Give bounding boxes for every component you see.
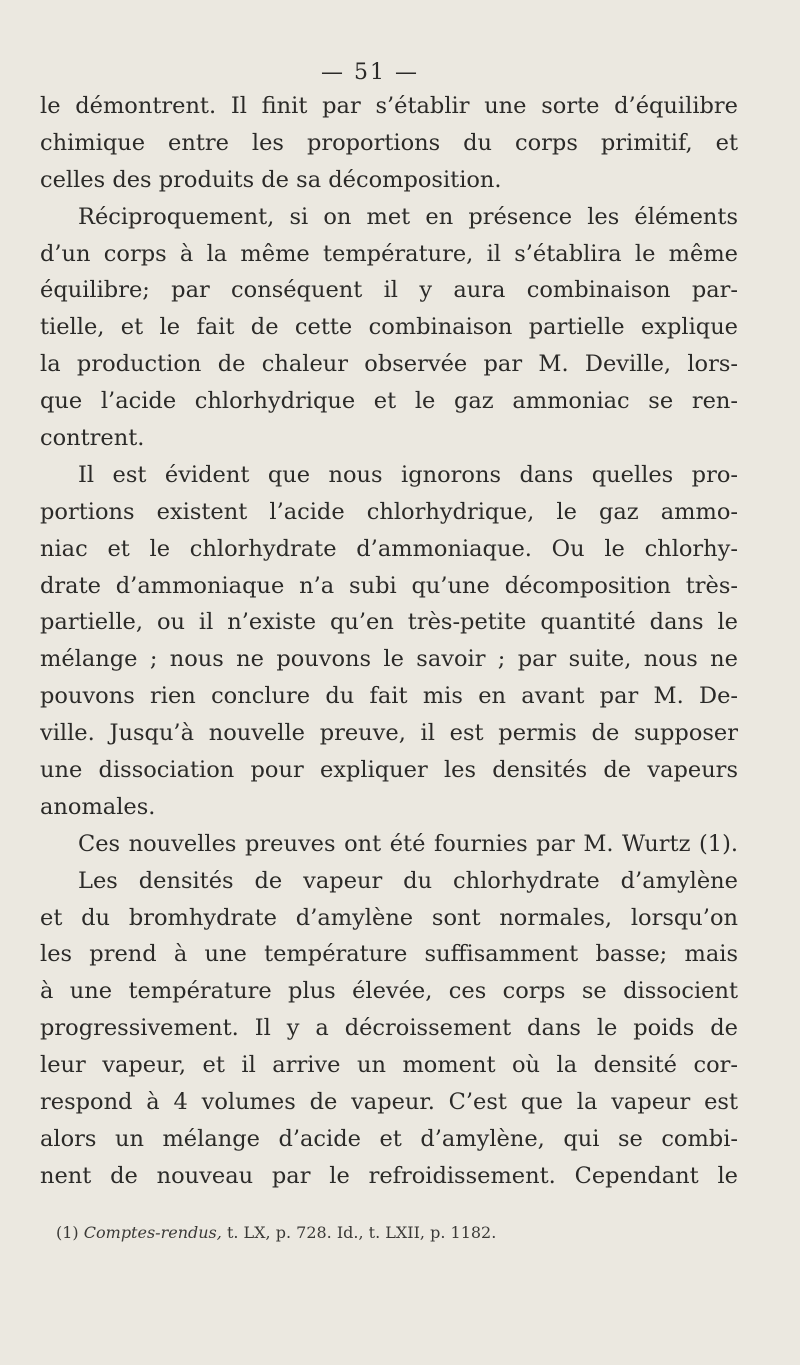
text-line: Les densités de vapeur du chlorhydrate d’amylène xyxy=(78,867,738,894)
text-line: nent de nouveau par le refroidissement. Cependant le xyxy=(40,1162,738,1189)
text-line: équilibre; par conséquent il y aura combinaison par- xyxy=(40,277,738,304)
page-number: — 51 — xyxy=(321,60,419,85)
text-line: pouvons rien conclure du fait mis en avant par M. De- xyxy=(40,683,738,710)
text-line: leur vapeur, et il arrive un moment où la densité cor- xyxy=(40,1052,738,1079)
text-line: que l’acide chlorhydrique et le gaz ammoniac se ren- xyxy=(40,388,738,415)
text-line: d’un corps à la même température, il s’établira le même xyxy=(40,240,738,267)
text-line: et du bromhydrate d’amylène sont normales, lorsqu’on xyxy=(40,904,738,931)
text-line: anomales. xyxy=(40,793,156,820)
text-line: Il est évident que nous ignorons dans quelles pro- xyxy=(78,461,738,488)
text-line: celles des produits de sa décomposition. xyxy=(40,166,502,193)
footnote-source-title: Comptes-rendus, xyxy=(83,1223,222,1242)
text-line: mélange ; nous ne pouvons le savoir ; par suite, nous ne xyxy=(40,646,738,673)
text-line: chimique entre les proportions du corps primitif, et xyxy=(40,129,738,156)
text-line: partielle, ou il n’existe qu’en très-petite quantité dans le xyxy=(40,609,738,636)
text-line: la production de chaleur observée par M. Deville, lors- xyxy=(40,351,738,378)
footnote-marker: (1) xyxy=(56,1223,79,1242)
body-text xyxy=(40,88,738,1195)
text-line: ville. Jusqu’à nouvelle preuve, il est permis de supposer xyxy=(40,720,738,747)
footnote-reference: t. LX, p. 728. Id., t. LXII, p. 1182. xyxy=(226,1223,497,1242)
text-line: drate d’ammoniaque n’a subi qu’une décomposition très- xyxy=(40,572,738,599)
text-line: portions existent l’acide chlorhydrique, le gaz ammo- xyxy=(40,498,738,525)
text-line: Réciproquement, si on met en présence les éléments xyxy=(78,203,738,230)
text-line: contrent. xyxy=(40,425,145,452)
text-line: tielle, et le fait de cette combinaison partielle explique xyxy=(40,314,738,341)
text-line: les prend à une température suffisamment basse; mais xyxy=(40,941,738,968)
text-line: alors un mélange d’acide et d’amylène, qui se combi- xyxy=(40,1125,738,1152)
text-line: à une température plus élevée, ces corps se dissocient xyxy=(40,978,738,1005)
text-line: niac et le chlorhydrate d’ammoniaque. Ou le chlorhy- xyxy=(40,535,738,562)
text-line: respond à 4 volumes de vapeur. C’est que la vapeur est xyxy=(40,1089,738,1116)
text-line: progressivement. Il y a décroissement dans le poids de xyxy=(40,1015,738,1042)
text-line: une dissociation pour expliquer les densités de vapeurs xyxy=(40,757,738,784)
text-line: Ces nouvelles preuves ont été fournies par M. Wurtz (1). xyxy=(78,830,738,857)
text-line: le démontrent. Il finit par s’établir une sorte d’équilibre xyxy=(40,93,738,119)
footnote xyxy=(56,1223,496,1242)
